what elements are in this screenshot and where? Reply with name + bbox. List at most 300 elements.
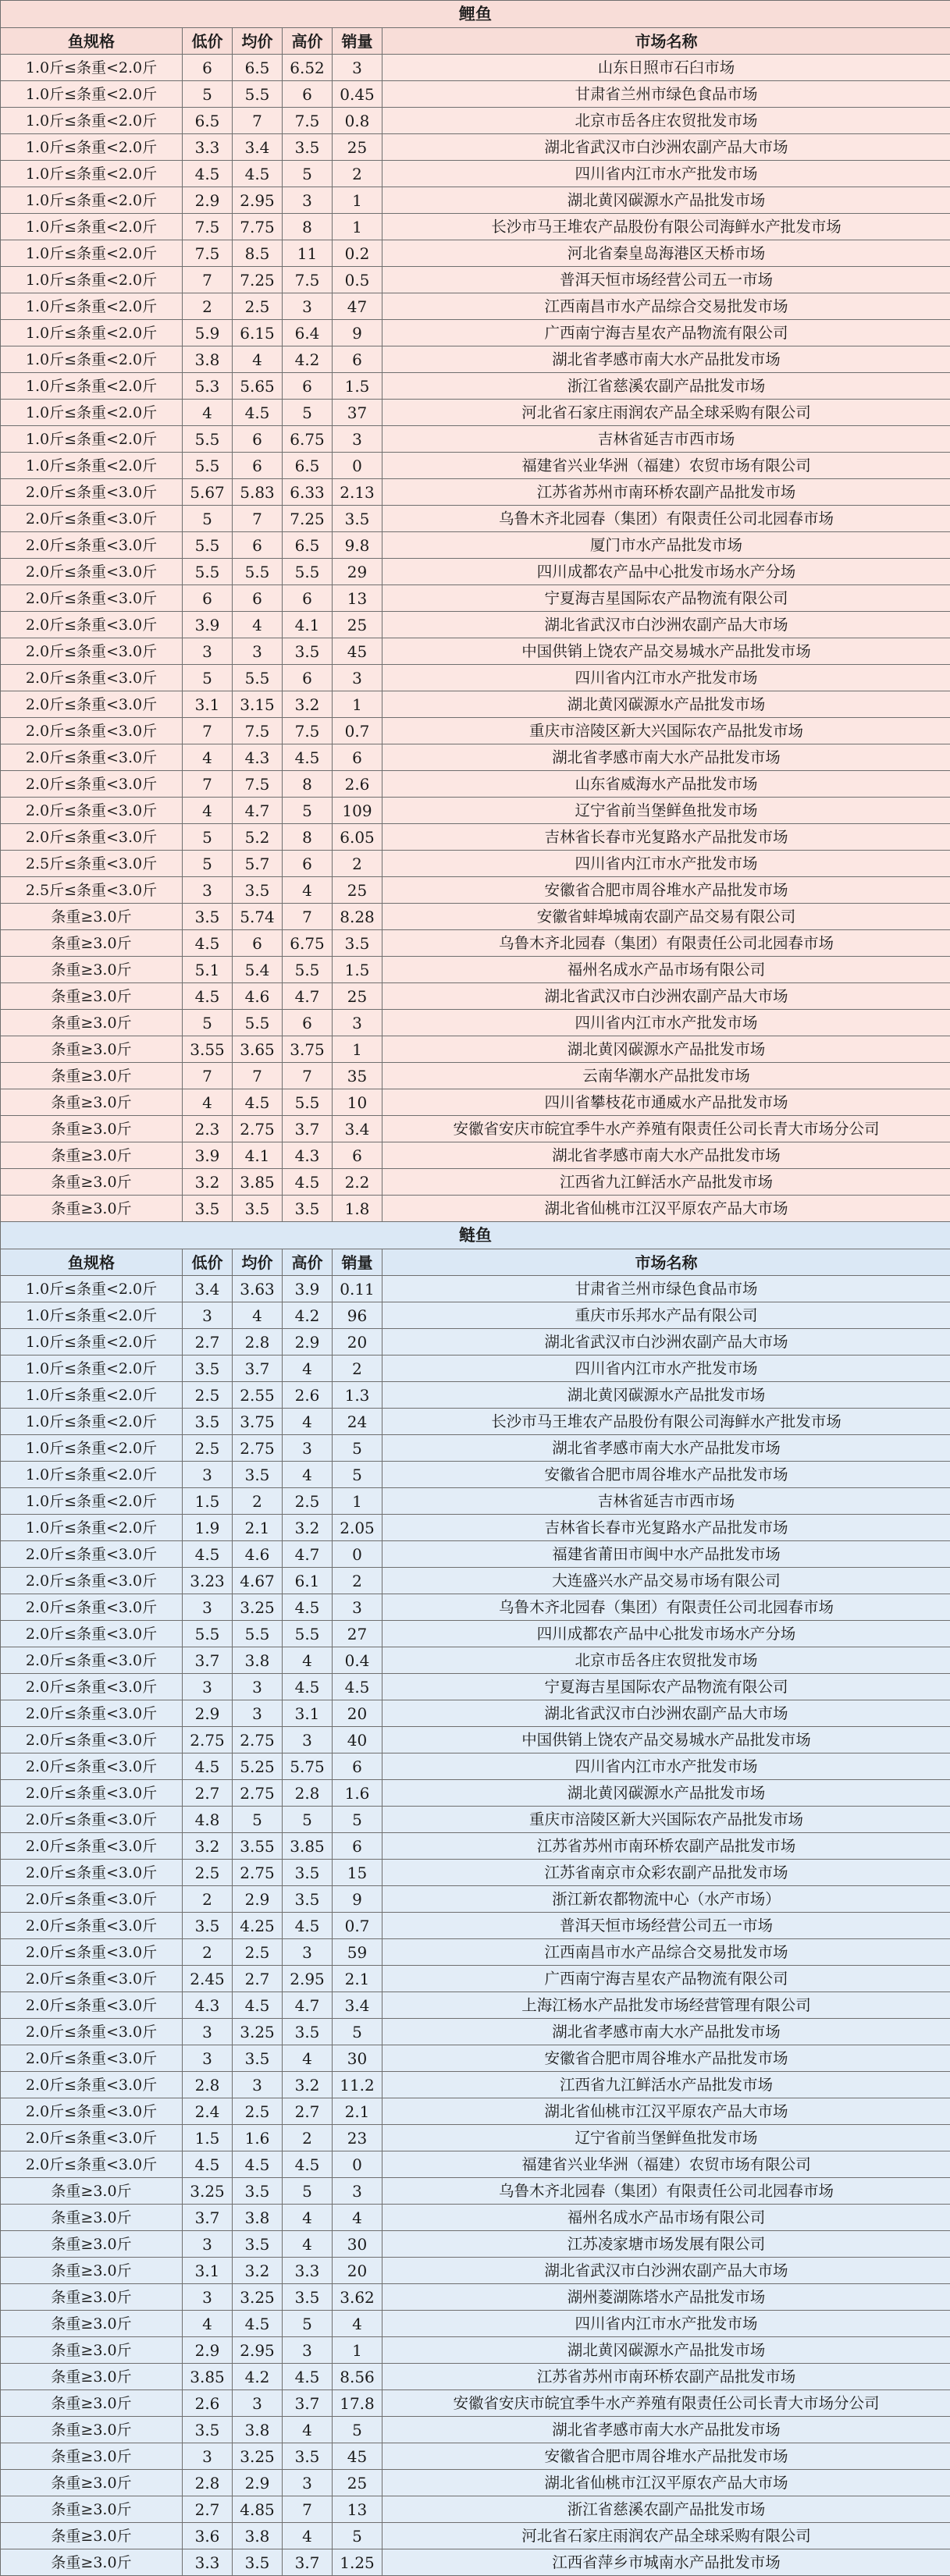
low-price-cell: 6.5 (183, 108, 233, 134)
market-name-cell: 江苏省南京市众彩农副产品批发市场 (382, 1860, 950, 1886)
market-name-cell: 福建省兴业华洲（福建）农贸市场有限公司 (382, 453, 950, 479)
spec-cell: 2.0斤≤条重<3.0斤 (1, 1939, 183, 1966)
high-price-cell: 5.5 (283, 559, 333, 585)
market-name-cell: 四川省内江市水产批发市场 (382, 1753, 950, 1780)
volume-cell: 13 (333, 2496, 382, 2523)
spec-cell: 1.0斤≤条重<2.0斤 (1, 240, 183, 267)
low-price-cell: 2.9 (183, 1700, 233, 1727)
high-price-cell: 4.3 (283, 1142, 333, 1169)
high-price-cell: 4 (283, 877, 333, 904)
header-high-price: 高价 (283, 28, 333, 55)
spec-cell: 条重≥3.0斤 (1, 2284, 183, 2311)
avg-price-cell: 3.5 (233, 2231, 283, 2258)
high-price-cell: 6.52 (283, 55, 333, 81)
header-market-name: 市场名称 (382, 28, 950, 55)
low-price-cell: 3 (183, 2045, 233, 2072)
table-row (1, 2019, 950, 2045)
volume-cell: 8.56 (333, 2364, 382, 2390)
table-row (1, 1036, 950, 1063)
table-row (1, 638, 950, 665)
table-row (1, 744, 950, 771)
table-row (1, 771, 950, 798)
market-name-cell: 广西南宁海吉星农产品物流有限公司 (382, 320, 950, 346)
avg-price-cell: 4.2 (233, 2364, 283, 2390)
market-name-cell: 湖北省孝感市南大水产品批发市场 (382, 1142, 950, 1169)
table-row (1, 585, 950, 612)
spec-cell: 1.0斤≤条重<2.0斤 (1, 293, 183, 320)
market-name-cell: 辽宁省前当堡鲜鱼批发市场 (382, 2125, 950, 2151)
table-row (1, 691, 950, 718)
volume-cell: 1 (333, 1488, 382, 1515)
avg-price-cell: 3.15 (233, 691, 283, 718)
avg-price-cell: 8.5 (233, 240, 283, 267)
low-price-cell: 1.9 (183, 1515, 233, 1541)
low-price-cell: 2.9 (183, 187, 233, 214)
high-price-cell: 8 (283, 214, 333, 240)
market-name-cell: 湖北黄冈碳源水产品批发市场 (382, 1382, 950, 1409)
market-name-cell: 湖北省孝感市南大水产品批发市场 (382, 2019, 950, 2045)
avg-price-cell: 3.7 (233, 1356, 283, 1382)
low-price-cell: 7.5 (183, 240, 233, 267)
high-price-cell: 4 (283, 1409, 333, 1435)
low-price-cell: 3.4 (183, 1276, 233, 1302)
avg-price-cell: 4.1 (233, 1142, 283, 1169)
market-name-cell: 湖北省武汉市白沙洲农副产品大市场 (382, 612, 950, 638)
high-price-cell: 2.6 (283, 1382, 333, 1409)
volume-cell: 23 (333, 2125, 382, 2151)
market-name-cell: 江西南昌市水产品综合交易批发市场 (382, 293, 950, 320)
table-row (1, 1913, 950, 1939)
avg-price-cell: 3 (233, 2390, 283, 2417)
spec-cell: 条重≥3.0斤 (1, 2523, 183, 2549)
high-price-cell: 5.5 (283, 957, 333, 983)
table-row (1, 1382, 950, 1409)
low-price-cell: 3.5 (183, 2417, 233, 2443)
spec-cell: 2.0斤≤条重<3.0斤 (1, 532, 183, 559)
high-price-cell: 3.2 (283, 1515, 333, 1541)
high-price-cell: 4.2 (283, 1302, 333, 1329)
market-name-cell: 河北省秦皇岛海港区天桥市场 (382, 240, 950, 267)
market-name-cell: 普洱天恒市场经营公司五一市场 (382, 1913, 950, 1939)
low-price-cell: 3.1 (183, 691, 233, 718)
table-row (1, 798, 950, 824)
high-price-cell: 5.5 (283, 1089, 333, 1116)
high-price-cell: 6.33 (283, 479, 333, 506)
high-price-cell: 6.75 (283, 426, 333, 453)
spec-cell: 条重≥3.0斤 (1, 904, 183, 930)
high-price-cell: 5 (283, 1807, 333, 1833)
table-row (1, 718, 950, 744)
avg-price-cell: 3.8 (233, 2417, 283, 2443)
low-price-cell: 3.23 (183, 1568, 233, 1594)
market-name-cell: 甘肃省兰州市绿色食品市场 (382, 1276, 950, 1302)
high-price-cell: 3.9 (283, 1276, 333, 1302)
high-price-cell: 3.5 (283, 2019, 333, 2045)
table-row (1, 824, 950, 851)
volume-cell: 3.4 (333, 1116, 382, 1142)
avg-price-cell: 3.65 (233, 1036, 283, 1063)
avg-price-cell: 5.5 (233, 1010, 283, 1036)
spec-cell: 2.0斤≤条重<3.0斤 (1, 744, 183, 771)
spec-cell: 1.0斤≤条重<2.0斤 (1, 1515, 183, 1541)
table-row (1, 2337, 950, 2364)
avg-price-cell: 4.6 (233, 983, 283, 1010)
low-price-cell: 5 (183, 824, 233, 851)
volume-cell: 20 (333, 1700, 382, 1727)
low-price-cell: 2.3 (183, 1116, 233, 1142)
volume-cell: 25 (333, 134, 382, 161)
table-row (1, 1753, 950, 1780)
spec-cell: 1.0斤≤条重<2.0斤 (1, 81, 183, 108)
high-price-cell: 4 (283, 1356, 333, 1382)
table-row (1, 2549, 950, 2576)
avg-price-cell: 6.5 (233, 55, 283, 81)
avg-price-cell: 6 (233, 930, 283, 957)
market-name-cell: 北京市岳各庄农贸批发市场 (382, 1647, 950, 1674)
high-price-cell: 3.5 (283, 1886, 333, 1913)
market-name-cell: 吉林省延吉市西市场 (382, 426, 950, 453)
spec-cell: 2.0斤≤条重<3.0斤 (1, 638, 183, 665)
spec-cell: 1.0斤≤条重<2.0斤 (1, 1276, 183, 1302)
spec-cell: 2.0斤≤条重<3.0斤 (1, 771, 183, 798)
avg-price-cell: 3.25 (233, 2019, 283, 2045)
low-price-cell: 3.7 (183, 2205, 233, 2231)
market-name-cell: 安徽省合肥市周谷堆水产品批发市场 (382, 877, 950, 904)
low-price-cell: 3 (183, 2019, 233, 2045)
market-name-cell: 安徽省合肥市周谷堆水产品批发市场 (382, 1462, 950, 1488)
high-price-cell: 5 (283, 2178, 333, 2205)
market-name-cell: 湖北省孝感市南大水产品批发市场 (382, 744, 950, 771)
volume-cell: 25 (333, 877, 382, 904)
spec-cell: 条重≥3.0斤 (1, 2337, 183, 2364)
table-row (1, 2311, 950, 2337)
high-price-cell: 3.2 (283, 691, 333, 718)
low-price-cell: 3 (183, 877, 233, 904)
avg-price-cell: 2.9 (233, 2470, 283, 2496)
avg-price-cell: 7 (233, 108, 283, 134)
table-row (1, 1674, 950, 1700)
volume-cell: 3 (333, 55, 382, 81)
avg-price-cell: 2.9 (233, 1886, 283, 1913)
table-row (1, 479, 950, 506)
market-name-cell: 重庆市乐邦水产品有限公司 (382, 1302, 950, 1329)
market-name-cell: 湖北省孝感市南大水产品批发市场 (382, 346, 950, 373)
market-name-cell: 宁夏海吉星国际农产品物流有限公司 (382, 1674, 950, 1700)
high-price-cell: 4 (283, 1647, 333, 1674)
table-row (1, 1302, 950, 1329)
high-price-cell: 4.5 (283, 1913, 333, 1939)
avg-price-cell: 4.5 (233, 2311, 283, 2337)
market-name-cell: 湖北省仙桃市江汉平原农产品大市场 (382, 1196, 950, 1222)
avg-price-cell: 4.67 (233, 1568, 283, 1594)
table-row (1, 1435, 950, 1462)
volume-cell: 1 (333, 691, 382, 718)
market-name-cell: 福州名成水产品市场有限公司 (382, 957, 950, 983)
table-row (1, 930, 950, 957)
high-price-cell: 3.3 (283, 2258, 333, 2284)
avg-price-cell: 3.5 (233, 2549, 283, 2576)
avg-price-cell: 3 (233, 1674, 283, 1700)
low-price-cell: 4.5 (183, 1541, 233, 1568)
low-price-cell: 5 (183, 665, 233, 691)
spec-cell: 2.0斤≤条重<3.0斤 (1, 1621, 183, 1647)
high-price-cell: 3 (283, 187, 333, 214)
low-price-cell: 3.9 (183, 612, 233, 638)
volume-cell: 5 (333, 1435, 382, 1462)
volume-cell: 17.8 (333, 2390, 382, 2417)
table-row (1, 877, 950, 904)
table-row (1, 2470, 950, 2496)
low-price-cell: 2.5 (183, 1435, 233, 1462)
low-price-cell: 5.3 (183, 373, 233, 400)
header-market-name: 市场名称 (382, 1249, 950, 1276)
high-price-cell: 5 (283, 2311, 333, 2337)
volume-cell: 3 (333, 665, 382, 691)
table-row (1, 1992, 950, 2019)
low-price-cell: 3 (183, 638, 233, 665)
avg-price-cell: 5.2 (233, 824, 283, 851)
section-title: 鲤鱼 (1, 1, 950, 28)
market-name-cell: 安徽省合肥市周谷堆水产品批发市场 (382, 2045, 950, 2072)
avg-price-cell: 3.2 (233, 2258, 283, 2284)
avg-price-cell: 2.75 (233, 1780, 283, 1807)
spec-cell: 2.0斤≤条重<3.0斤 (1, 1568, 183, 1594)
high-price-cell: 6.4 (283, 320, 333, 346)
low-price-cell: 5 (183, 81, 233, 108)
high-price-cell: 4.5 (283, 1594, 333, 1621)
market-name-cell: 中国供销上饶农产品交易城水产品批发市场 (382, 1727, 950, 1753)
avg-price-cell: 3.63 (233, 1276, 283, 1302)
market-name-cell: 宁夏海吉星国际农产品物流有限公司 (382, 585, 950, 612)
spec-cell: 2.0斤≤条重<3.0斤 (1, 1541, 183, 1568)
table-row (1, 55, 950, 81)
high-price-cell: 3.7 (283, 1116, 333, 1142)
table-row (1, 1886, 950, 1913)
volume-cell: 1 (333, 1036, 382, 1063)
low-price-cell: 3.3 (183, 134, 233, 161)
avg-price-cell: 7.5 (233, 718, 283, 744)
spec-cell: 条重≥3.0斤 (1, 1063, 183, 1089)
high-price-cell: 6 (283, 585, 333, 612)
avg-price-cell: 3.8 (233, 1647, 283, 1674)
spec-cell: 1.0斤≤条重<2.0斤 (1, 1329, 183, 1356)
low-price-cell: 1.5 (183, 2125, 233, 2151)
avg-price-cell: 4.5 (233, 1089, 283, 1116)
spec-cell: 条重≥3.0斤 (1, 2258, 183, 2284)
high-price-cell: 7 (283, 2496, 333, 2523)
market-name-cell: 厦门市水产品批发市场 (382, 532, 950, 559)
column-header-row (1, 28, 950, 55)
volume-cell: 37 (333, 400, 382, 426)
table-row (1, 665, 950, 691)
spec-cell: 1.0斤≤条重<2.0斤 (1, 346, 183, 373)
spec-cell: 2.5斤≤条重<3.0斤 (1, 851, 183, 877)
volume-cell: 9 (333, 1886, 382, 1913)
section-2 (1, 1222, 950, 2576)
low-price-cell: 5.5 (183, 453, 233, 479)
market-name-cell: 上海江杨水产品批发市场经营管理有限公司 (382, 1992, 950, 2019)
volume-cell: 0.4 (333, 1647, 382, 1674)
market-name-cell: 山东省威海水产品批发市场 (382, 771, 950, 798)
table-row (1, 2045, 950, 2072)
volume-cell: 20 (333, 2258, 382, 2284)
volume-cell: 0.45 (333, 81, 382, 108)
volume-cell: 35 (333, 1063, 382, 1089)
table-row (1, 2151, 950, 2178)
market-name-cell: 湖北黄冈碳源水产品批发市场 (382, 1036, 950, 1063)
high-price-cell: 7.5 (283, 267, 333, 293)
volume-cell: 3 (333, 1010, 382, 1036)
avg-price-cell: 2.75 (233, 1116, 283, 1142)
market-name-cell: 四川成都农产品中心批发市场水产分场 (382, 559, 950, 585)
avg-price-cell: 4.5 (233, 400, 283, 426)
market-name-cell: 江苏省苏州市南环桥农副产品批发市场 (382, 1833, 950, 1860)
table-row (1, 2231, 950, 2258)
volume-cell: 2.6 (333, 771, 382, 798)
table-row (1, 1647, 950, 1674)
market-name-cell: 大连盛兴水产品交易市场有限公司 (382, 1568, 950, 1594)
volume-cell: 6.05 (333, 824, 382, 851)
low-price-cell: 3 (183, 1462, 233, 1488)
high-price-cell: 3.7 (283, 2390, 333, 2417)
table-row (1, 2284, 950, 2311)
avg-price-cell: 4 (233, 612, 283, 638)
avg-price-cell: 4.5 (233, 1992, 283, 2019)
spec-cell: 2.0斤≤条重<3.0斤 (1, 798, 183, 824)
volume-cell: 3 (333, 1594, 382, 1621)
market-name-cell: 山东日照市石臼市场 (382, 55, 950, 81)
column-header-row (1, 1249, 950, 1276)
market-name-cell: 湖北黄冈碳源水产品批发市场 (382, 691, 950, 718)
high-price-cell: 3.2 (283, 2072, 333, 2098)
spec-cell: 1.0斤≤条重<2.0斤 (1, 1435, 183, 1462)
market-name-cell: 吉林省长春市光复路水产品批发市场 (382, 1515, 950, 1541)
volume-cell: 0.7 (333, 1913, 382, 1939)
spec-cell: 1.0斤≤条重<2.0斤 (1, 426, 183, 453)
spec-cell: 条重≥3.0斤 (1, 983, 183, 1010)
market-name-cell: 江西省九江鲜活水产品批发市场 (382, 1169, 950, 1196)
avg-price-cell: 2.5 (233, 2098, 283, 2125)
low-price-cell: 2.5 (183, 1860, 233, 1886)
market-name-cell: 福建省莆田市闽中水产品批发市场 (382, 1541, 950, 1568)
volume-cell: 40 (333, 1727, 382, 1753)
volume-cell: 25 (333, 2470, 382, 2496)
avg-price-cell: 3.8 (233, 2523, 283, 2549)
market-name-cell: 云南华潮水产品批发市场 (382, 1063, 950, 1089)
spec-cell: 条重≥3.0斤 (1, 2178, 183, 2205)
low-price-cell: 4.5 (183, 2151, 233, 2178)
avg-price-cell: 3.55 (233, 1833, 283, 1860)
table-row (1, 1142, 950, 1169)
table-row (1, 187, 950, 214)
avg-price-cell: 7 (233, 506, 283, 532)
spec-cell: 条重≥3.0斤 (1, 957, 183, 983)
spec-cell: 2.0斤≤条重<3.0斤 (1, 718, 183, 744)
volume-cell: 5 (333, 2019, 382, 2045)
avg-price-cell: 5.65 (233, 373, 283, 400)
high-price-cell: 7 (283, 904, 333, 930)
table-row (1, 1594, 950, 1621)
high-price-cell: 3.5 (283, 2284, 333, 2311)
low-price-cell: 3.5 (183, 1196, 233, 1222)
avg-price-cell: 2.5 (233, 293, 283, 320)
low-price-cell: 3 (183, 1674, 233, 1700)
header-volume: 销量 (333, 28, 382, 55)
spec-cell: 2.0斤≤条重<3.0斤 (1, 2045, 183, 2072)
volume-cell: 8.28 (333, 904, 382, 930)
volume-cell: 0 (333, 2151, 382, 2178)
high-price-cell: 3 (283, 1727, 333, 1753)
market-name-cell: 四川省内江市水产批发市场 (382, 1010, 950, 1036)
avg-price-cell: 4 (233, 1302, 283, 1329)
low-price-cell: 4 (183, 400, 233, 426)
spec-cell: 2.0斤≤条重<3.0斤 (1, 2125, 183, 2151)
spec-cell: 2.0斤≤条重<3.0斤 (1, 2151, 183, 2178)
spec-cell: 2.0斤≤条重<3.0斤 (1, 585, 183, 612)
market-name-cell: 浙江新农都物流中心（水产市场） (382, 1886, 950, 1913)
low-price-cell: 2.8 (183, 2072, 233, 2098)
high-price-cell: 6.1 (283, 1568, 333, 1594)
market-name-cell: 湖北省仙桃市江汉平原农产品大市场 (382, 2470, 950, 2496)
avg-price-cell: 6 (233, 532, 283, 559)
high-price-cell: 2.8 (283, 1780, 333, 1807)
low-price-cell: 2.7 (183, 1780, 233, 1807)
table-row (1, 983, 950, 1010)
high-price-cell: 4 (283, 2045, 333, 2072)
avg-price-cell: 2.75 (233, 1435, 283, 1462)
low-price-cell: 3.1 (183, 2258, 233, 2284)
low-price-cell: 2 (183, 293, 233, 320)
volume-cell: 1 (333, 187, 382, 214)
spec-cell: 1.0斤≤条重<2.0斤 (1, 400, 183, 426)
low-price-cell: 3.8 (183, 346, 233, 373)
header-spec: 鱼规格 (1, 28, 183, 55)
table-row (1, 2417, 950, 2443)
low-price-cell: 5.1 (183, 957, 233, 983)
avg-price-cell: 6 (233, 426, 283, 453)
high-price-cell: 7.25 (283, 506, 333, 532)
spec-cell: 2.0斤≤条重<3.0斤 (1, 691, 183, 718)
avg-price-cell: 5.25 (233, 1753, 283, 1780)
volume-cell: 96 (333, 1302, 382, 1329)
market-name-cell: 四川省内江市水产批发市场 (382, 2311, 950, 2337)
market-name-cell: 湖北省仙桃市江汉平原农产品大市场 (382, 2098, 950, 2125)
avg-price-cell: 3 (233, 2072, 283, 2098)
volume-cell: 2 (333, 161, 382, 187)
spec-cell: 条重≥3.0斤 (1, 2205, 183, 2231)
spec-cell: 1.0斤≤条重<2.0斤 (1, 134, 183, 161)
volume-cell: 5 (333, 1807, 382, 1833)
volume-cell: 1.5 (333, 957, 382, 983)
high-price-cell: 5 (283, 161, 333, 187)
table-row (1, 1116, 950, 1142)
volume-cell: 10 (333, 1089, 382, 1116)
table-row (1, 1807, 950, 1833)
high-price-cell: 7 (283, 1063, 333, 1089)
low-price-cell: 5 (183, 1010, 233, 1036)
market-name-cell: 安徽省蚌埠城南农副产品交易有限公司 (382, 904, 950, 930)
market-name-cell: 湖北省孝感市南大水产品批发市场 (382, 1435, 950, 1462)
spec-cell: 2.0斤≤条重<3.0斤 (1, 2098, 183, 2125)
table-row (1, 612, 950, 638)
spec-cell: 条重≥3.0斤 (1, 1036, 183, 1063)
spec-cell: 1.0斤≤条重<2.0斤 (1, 1302, 183, 1329)
market-name-cell: 江苏省苏州市南环桥农副产品批发市场 (382, 479, 950, 506)
spec-cell: 1.0斤≤条重<2.0斤 (1, 1409, 183, 1435)
high-price-cell: 3 (283, 2470, 333, 2496)
spec-cell: 1.0斤≤条重<2.0斤 (1, 453, 183, 479)
volume-cell: 47 (333, 293, 382, 320)
